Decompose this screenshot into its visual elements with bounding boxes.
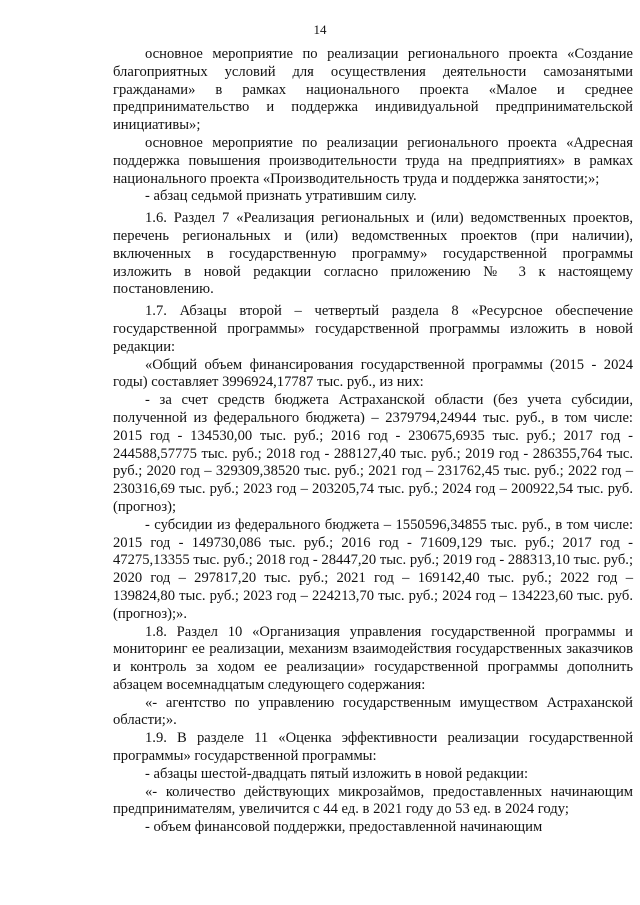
- paragraph: - за счет средств бюджета Астраханской области (без учета субсидии, полученной из федерального бюджета) – 2379794,24944 тыс. руб., в том числе: 2015 год - 134530,00 тыс. руб.; 2016 год - 230675,6935 тыс. руб.; 2017 год - 244588,57775 тыс. руб.; 2018 год - 288127,40 тыс. руб.; 2019 год - 286355,764 тыс. руб.; 2020 год – 329309,38520 тыс. руб.; 2021 год – 231762,45 тыс. руб.; 2022 год – 230316,69 тыс. руб.; 2023 год – 203205,74 тыс. руб.; 2024 год – 200922,54 тыс. руб. (прогноз);: [113, 392, 633, 515]
- paragraph: 1.6. Раздел 7 «Реализация региональных и (или) ведомственных проектов, перечень региональных и (или) ведомственных проектов (при наличии), включенных в государственную программу» государственной программы изложить в новой редакции согласно приложению № 3 к настоящему постановлению.: [113, 210, 633, 298]
- paragraph: основное мероприятие по реализации регионального проекта «Адресная поддержка повышения производительности труда на предприятиях» в рамках национального проекта «Производительность труда и поддержка занятости;»;: [113, 134, 633, 187]
- paragraph: - абзац седьмой признать утратившим силу.: [145, 188, 417, 205]
- paragraph: - субсидии из федерального бюджета – 1550596,34855 тыс. руб., в том числе: 2015 год - 149730,086 тыс. руб.; 2016 год - 71609,129 тыс. руб.; 2017 год - 47275,13355 тыс. руб.; 2018 год - 28447,20 тыс. руб.; 2019 год - 288313,10 тыс. руб.; 2020 год – 297817,20 тыс. руб.; 2021 год – 169142,40 тыс. руб.; 2022 год – 139824,80 тыс. руб.; 2023 год – 224213,70 тыс. руб.; 2024 год – 134223,60 тыс. руб. (прогноз);».: [113, 516, 633, 622]
- paragraph: - объем финансовой поддержки, предоставленной начинающим: [145, 819, 543, 836]
- document-body: [113, 46, 633, 837]
- paragraph: 1.8. Раздел 10 «Организация управления государственной программы и мониторинг ее реализации, механизм взаимодействия государственных заказчиков и контроль за ходом ее реализации» государственной программы дополнить абзацем восемнадцатым следующего содержания:: [113, 623, 633, 693]
- paragraph: основное мероприятие по реализации регионального проекта «Создание благоприятных условий для осуществления деятельности самозанятыми гражданами» в рамках национального проекта «Малое и среднее предпринимательство и поддержка индивидуальной предпринимательской инициативы»;: [113, 46, 633, 134]
- paragraph: «- агентство по управлению государственным имуществом Астраханской области;».: [113, 694, 633, 729]
- page-number: 14: [313, 22, 327, 37]
- paragraph: «- количество действующих микрозаймов, предоставленных начинающим предпринимателям, увеличится с 44 ед. в 2021 году до 53 ед. в 2024 году;: [113, 783, 633, 818]
- paragraph: 1.7. Абзацы второй – четвертый раздела 8 «Ресурсное обеспечение государственной программы» государственной программы изложить в новой редакции:: [113, 303, 633, 355]
- paragraph: 1.9. В разделе 11 «Оценка эффективности реализации государственной программы» государственной программы:: [113, 730, 633, 765]
- paragraph: - абзацы шестой-двадцать пятый изложить в новой редакции:: [145, 765, 529, 782]
- paragraph: «Общий объем финансирования государственной программы (2015 - 2024 годы) составляет 3996924,17787 тыс. руб., из них:: [113, 356, 633, 391]
